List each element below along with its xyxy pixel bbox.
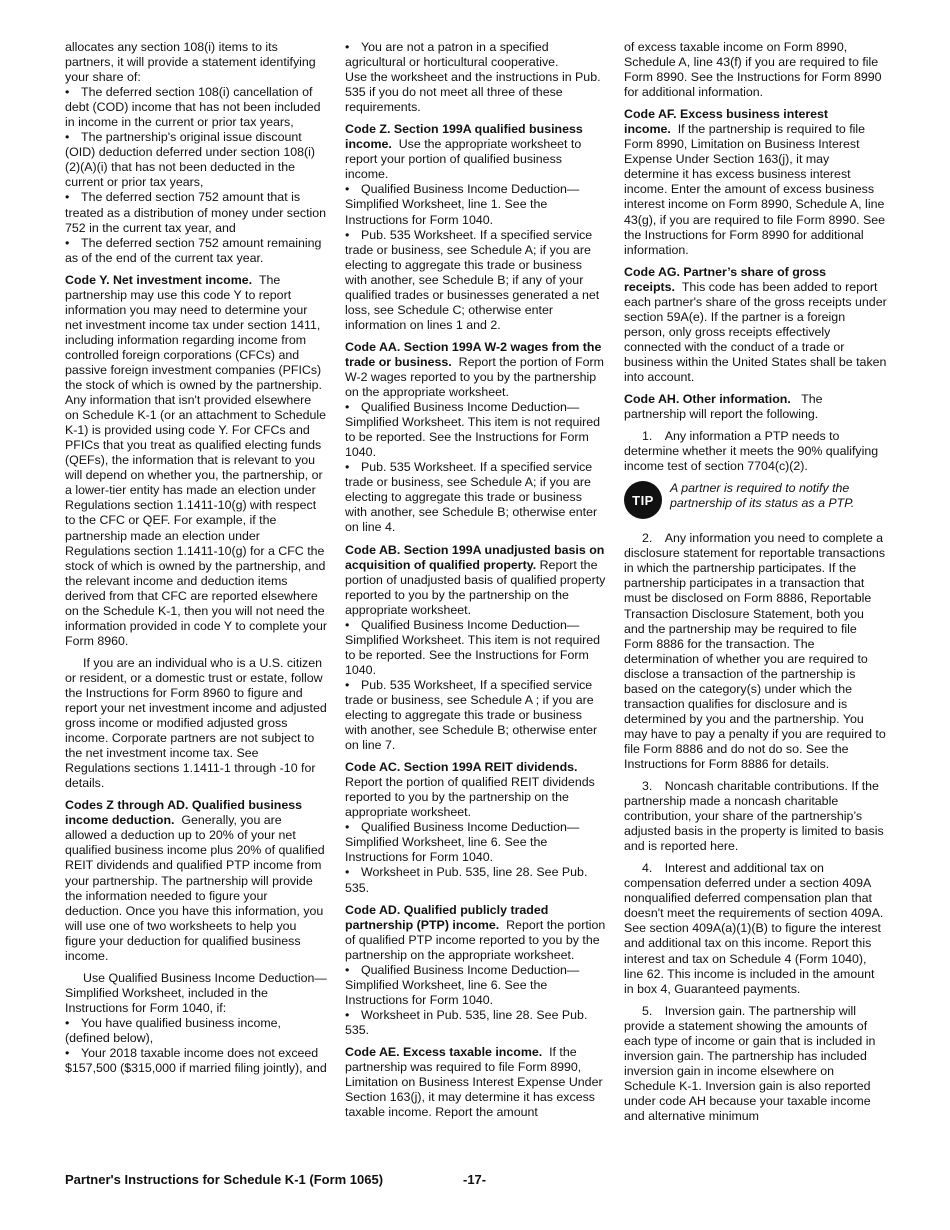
section-heading: Code Y. Net investment income. bbox=[65, 272, 253, 287]
bullet-icon: • bbox=[65, 1015, 70, 1030]
code-ad-section: Code AD. Qualified publicly traded partnership (PTP) income. Report the portion of qualified PTP income reported to you by the partnership on the appropriate worksheet. bbox=[345, 902, 606, 962]
bullet-item: • Qualified Business Income Deduction—Simplified Worksheet, line 1. See the Instructions for Form 1040. bbox=[345, 182, 580, 227]
bullet-item: • Worksheet in Pub. 535, line 28. See Pub. 535. bbox=[345, 1007, 588, 1037]
bullet-item: • The deferred section 752 amount remaining as of the end of the current tax year. bbox=[65, 235, 322, 265]
section-heading: Code AH. Other information. bbox=[624, 392, 791, 407]
section-heading: Codes Z through AD. Qualified business income deduction. bbox=[65, 798, 303, 828]
paragraph: If you are an individual who is a U.S. citizen or resident, or a domestic trust or estate, follow the Instructions for Form 8960 to figure and report your net investment income and adjusted gross income or modified adjusted gross income. Corporate partners are not subject to the net investment income tax. See Regulations sections 1.1411-1 through -10 for details. bbox=[65, 655, 327, 791]
paragraph: of excess taxable income on Form 8990, Schedule A, line 43(f) if you are required to file Form 8990. See the Instructions for Form 8990 for additional information. bbox=[624, 40, 882, 100]
bullet-item: • Worksheet in Pub. 535, line 28. See Pub. 535. bbox=[345, 865, 588, 895]
bullet-item: • Qualified Business Income Deduction—Simplified Worksheet, line 6. See the Instructions for Form 1040. bbox=[345, 962, 580, 1007]
bullet-icon: • bbox=[345, 677, 350, 692]
code-aa-section: Code AA. Section 199A W-2 wages from the trade or business. Report the portion of Form W-2 wages reported to you by the partnership on the appropriate worksheet. bbox=[345, 339, 604, 400]
code-ah-section: Code AH. Other information. The partnership will report the following. bbox=[624, 392, 823, 422]
code-ab-section: Code AB. Section 199A unadjusted basis on acquisition of qualified property. Report the portion of unadjusted basis of qualified property reported to you by the partnership on the appropriate worksheet. bbox=[345, 542, 606, 617]
section-heading: Code AF. Excess business interest income. bbox=[624, 107, 829, 137]
code-z-section: Code Z. Section 199A qualified business income. Use the appropriate worksheet to report your portion of qualified business income. bbox=[345, 122, 583, 182]
section-heading: Code AB. Section 199A unadjusted basis on acquisition of qualified property. bbox=[345, 542, 605, 572]
codes-z-ad-section: Codes Z through AD. Qualified business income deduction. Generally, you are allowed a deduction up to 20% of your net qualified business income plus 20% of qualified REIT dividends and qualified PTP income from your partnership. The partnership will provide the information needed to figure your deduction. Once you have this information, you will use one of two worksheets to help you figure your deduction for qualified business income. bbox=[65, 798, 325, 963]
section-heading: Code AA. Section 199A W-2 wages from the trade or business. bbox=[345, 339, 602, 369]
bullet-item: • You are not a patron in a specified agricultural or horticultural cooperative. bbox=[345, 40, 559, 70]
bullet-icon: • bbox=[65, 190, 70, 205]
paragraph: Use the worksheet and the instructions in Pub. 535 if you do not meet all three of these requirements. bbox=[345, 70, 601, 115]
bullet-icon: • bbox=[345, 400, 350, 415]
numbered-item: 2. Any information you need to complete a disclosure statement for reportable transactions in which the partnership participates. If the partnership participates in a transaction that must be disclosed on Form 8886, Reportable Transaction Disclosure Statement, both you and the partnership may be required to file Form 8886 for the transaction. The determination of whether you are required to disclose a transaction of the partnership is based on the category(s) under which the transaction qualifies for disclosure and is determined by you and the partnership. You may have to pay a penalty if you are required to file Form 8886 and do not do so. See the Instructions for Form 8886 for details. bbox=[624, 531, 886, 771]
paragraph: Use Qualified Business Income Deduction—Simplified Worksheet, included in the Instructions for Form 1040, if: bbox=[65, 970, 327, 1015]
bullet-item: • You have qualified business income, (defined below), bbox=[65, 1015, 281, 1045]
code-af-section: Code AF. Excess business interest income. If the partnership is required to file Form 8990, Limitation on Business Interest Expense Under Section 163(j), it may determine it has excess business interest income. Enter the amount of excess business interest income on Form 8990, Schedule A, line 43(g), if you are required to file Form 8990. See the Instructions for Form 8990 for additional information. bbox=[624, 107, 886, 257]
numbered-item: 3. Noncash charitable contributions. If the partnership made a noncash charitable contribution, your share of the partnership’s adjusted basis in the property is limited to basis and is reported here. bbox=[624, 779, 884, 854]
section-heading: Code AC. Section 199A REIT dividends. bbox=[345, 760, 578, 775]
column-2 bbox=[345, 40, 607, 1120]
bullet-item: • Qualified Business Income Deduction—Simplified Worksheet. This item is not required to be reported. See the Instructions for Form 1040. bbox=[345, 617, 601, 677]
footer-title: Partner's Instructions for Schedule K-1 (Form 1065) bbox=[65, 1172, 384, 1187]
bullet-item: • The deferred section 752 amount that is treated as a distribution of money under section 752 in the current tax year, and bbox=[65, 190, 327, 235]
bullet-icon: • bbox=[345, 227, 350, 242]
bullet-icon: • bbox=[345, 460, 350, 475]
code-ag-section: Code AG. Partner’s share of gross receipts. This code has been added to report each partner's share of the gross receipts under section 59A(e). If the partner is a foreign person, only gross receipts effectively connected with the conduct of a trade or business within the United States shall be taken into account. bbox=[624, 264, 887, 384]
page-number: -17- bbox=[463, 1172, 487, 1187]
tip-icon: TIP bbox=[624, 481, 662, 519]
numbered-item: 4. Interest and additional tax on compensation deferred under a section 409A nonqualified deferred compensation plan that doesn't meet the requirements of section 409A. See section 409A(a)(1)(B) to figure the interest and additional tax on this income. Report this interest and tax on Schedule 4 (Form 1040), line 62. This income is included in the amount in box 4, Guaranteed payments. bbox=[624, 861, 884, 996]
section-heading: Code Z. Section 199A qualified business income. bbox=[345, 122, 583, 152]
numbered-item: 5. Inversion gain. The partnership will provide a statement showing the amounts of each type of income or gain that is included in inversion gain. The partnership has included inversion gain in income elsewhere on Schedule K-1. Inversion gain is also reported under code AH because your taxable income and alternative minimum bbox=[624, 1003, 876, 1123]
bullet-item: • Pub. 535 Worksheet. If a specified service trade or business, see Schedule A; if you are electing to aggregate this trade or business with another, see Schedule B; if any of your qualified trades or businesses generated a net loss, see Schedule C; otherwise enter information on lines 1 and 2. bbox=[345, 227, 600, 332]
bullet-icon: • bbox=[65, 235, 70, 250]
bullet-icon: • bbox=[65, 85, 70, 100]
code-y-section: Code Y. Net investment income. The partnership may use this code Y to report information you may need to determine your net investment income tax under section 1411, including information regarding income from controlled foreign corporations (CFCs) and passive foreign investment companies (PFICs) the stock of which is owned by the partnership. Any information that isn't provided elsewhere on Schedule K-1 (or an attachment to Schedule K-1) is provided using code Y. For CFCs and PFICs that you treat as qualified electing funds (QEFs), the information that is relevant to you will depend on whether you, the partnership, or a lower-tier entity has made an election under Regulations section 1.1411-10(g) with respect to the CFC or QEF. For example, if the partnership made an election under Regulations section 1.1411-10(g) for a CFC the stock of which is owned by the partnership, and the relevant income and deduction items derived from that CFC are reported elsewhere on the Schedule K-1, then you will not need the information provided in code Y to complete your Form 8960. bbox=[65, 272, 327, 648]
bullet-item: • The deferred section 108(i) cancellation of debt (COD) income that has not been included in income in the current or prior tax years, bbox=[65, 85, 321, 130]
column-1 bbox=[65, 40, 327, 1076]
bullet-icon: • bbox=[65, 1046, 70, 1061]
section-heading: Code AD. Qualified publicly traded partnership (PTP) income. bbox=[345, 902, 549, 932]
bullet-item: • Pub. 535 Worksheet, If a specified service trade or business, see Schedule A ; if you are electing to aggregate this trade or business with another, see Schedule B; otherwise enter on line 7. bbox=[345, 677, 598, 753]
tip-text: A partner is required to notify the partnership of its status as a PTP. bbox=[670, 481, 855, 511]
column-3 bbox=[624, 40, 887, 1124]
bullet-icon: • bbox=[345, 962, 350, 977]
bullet-item: • Qualified Business Income Deduction—Simplified Worksheet, line 6. See the Instructions for Form 1040. bbox=[345, 820, 580, 865]
numbered-item: 1. Any information a PTP needs to determine whether it meets the 90% qualifying income test of section 7704(c)(2). bbox=[624, 429, 879, 474]
tip-callout bbox=[624, 481, 887, 519]
section-heading: Code AG. Partner’s share of gross receipts. bbox=[624, 264, 826, 294]
section-heading: Code AE. Excess taxable income. bbox=[345, 1045, 543, 1059]
paragraph: allocates any section 108(i) items to its partners, it will provide a statement identifying your share of: bbox=[65, 40, 316, 85]
bullet-icon: • bbox=[65, 130, 70, 145]
bullet-item: • The partnership's original issue discount (OID) deduction deferred under section 108(i)(2)(A)(i) that has not been deducted in the current or prior tax years, bbox=[65, 130, 316, 190]
bullet-item: • Qualified Business Income Deduction—Simplified Worksheet. This item is not required to be reported. See the Instructions for Form 1040. bbox=[345, 400, 601, 460]
bullet-icon: • bbox=[345, 182, 350, 197]
code-ac-section: Code AC. Section 199A REIT dividends. Report the portion of qualified REIT dividends reported to you by the partnership on the appropriate worksheet. bbox=[345, 760, 595, 820]
bullet-icon: • bbox=[345, 820, 350, 835]
bullet-item: • Pub. 535 Worksheet. If a specified service trade or business, see Schedule A; if you are electing to aggregate this trade or business with another, see Schedule B; otherwise enter on line 4. bbox=[345, 460, 598, 535]
bullet-icon: • bbox=[345, 865, 350, 880]
bullet-icon: • bbox=[345, 1007, 350, 1022]
bullet-icon: • bbox=[345, 617, 350, 632]
bullet-icon: • bbox=[345, 40, 350, 54]
code-ae-section: Code AE. Excess taxable income. If the partnership was required to file Form 8990, Limitation on Business Interest Expense Under Section 163(j), it may determine it has excess taxable income. Report the amount bbox=[345, 1045, 603, 1120]
bullet-item: • Your 2018 taxable income does not exceed $157,500 ($315,000 if married filing jointly), and bbox=[65, 1046, 327, 1076]
